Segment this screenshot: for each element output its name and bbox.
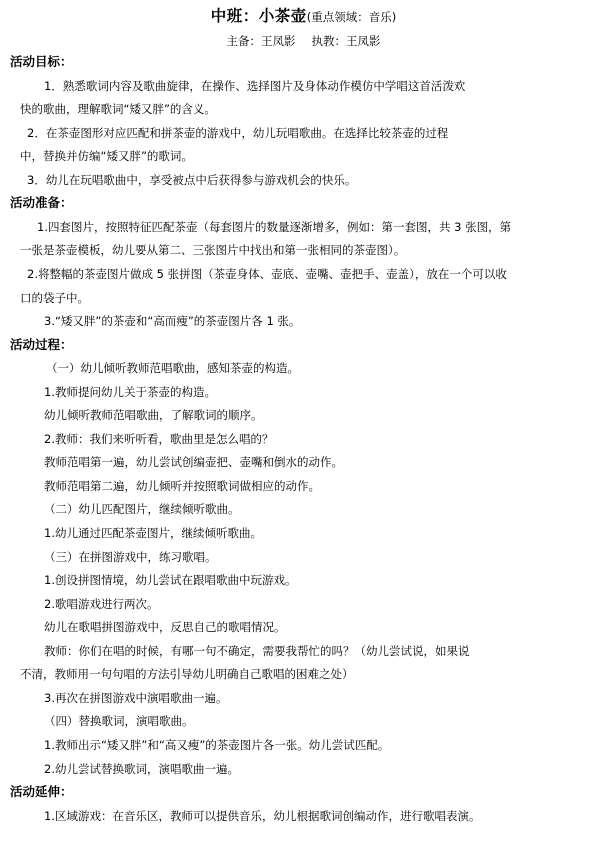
body-line: （四）替换歌词，演唱歌曲。 (44, 714, 194, 729)
lesson-domain: (重点领域：音乐) (306, 10, 397, 24)
body-line: 2.将整幅的茶壶图片做成 5 张拼图（茶壶身体、壶底、壶嘴、壶把手、壶盖），放在一个可以收 (27, 267, 507, 281)
body-line: 教师范唱第一遍，幼儿尝试创编壶把、壶嘴和倒水的动作。 (44, 455, 343, 470)
executing-teacher: 执教：王凤影 (311, 34, 381, 48)
body-line: 3.再次在拼图游戏中演唱歌曲一遍。 (44, 690, 228, 705)
body-line: 2.歌唱游戏进行两次。 (44, 596, 159, 611)
body-line: 教师范唱第二遍，幼儿倾听并按照歌词做相应的动作。 (44, 478, 320, 493)
body-line: 1.创设拼图情境，幼儿尝试在跟唱歌曲中玩游戏。 (44, 573, 297, 588)
body-line: 2.教师：我们来听听看，歌曲里是怎么唱的？ (44, 431, 274, 446)
body-line: 一张是茶壶模板，幼儿要从第二、三张图片中找出和第一张相同的茶壶图）。 (20, 243, 406, 258)
body-line: （一）幼儿倾听教师范唱歌曲，感知茶壶的构造。 (46, 361, 299, 376)
body-line: 3.“矮又胖”的茶壶和“高而瘦”的茶壶图片各 1 张。 (44, 314, 301, 329)
body-line: 1.教师提问幼儿关于茶壶的构造。 (44, 384, 216, 399)
lead-teacher: 主备：王凤影 (226, 34, 296, 48)
body-line: 1．熟悉歌词内容及歌曲旋律，在操作、选择图片及身体动作模仿中学唱这首活泼欢 (44, 78, 466, 93)
body-line: 3．幼儿在玩唱歌曲中，享受被点中后获得参与游戏机会的快乐。 (27, 172, 357, 187)
body-line: 不清，教师用一句句唱的方法引导幼儿明确自己歌唱的困难之处） (20, 667, 354, 682)
body-line: 1.幼儿通过匹配茶壶图片，继续倾听歌曲。 (44, 526, 262, 540)
body-line: （三）在拼图游戏中，练习歌唱。 (44, 549, 217, 564)
section-heading: 活动延伸： (10, 784, 73, 800)
body-line: 快的歌曲，理解歌词“矮又胖”的含义。 (20, 102, 216, 117)
body-line: 幼儿倾听教师范唱歌曲，了解歌词的顺序。 (44, 408, 263, 423)
lesson-title: 中班：小茶壶 (210, 7, 307, 25)
body-line: 中，替换并仿编“矮又胖”的歌词。 (20, 149, 193, 164)
body-line: 教师：你们在唱的时候，有哪一句不确定，需要我帮忙的吗？（幼儿尝试说，如果说 (44, 643, 470, 658)
body-line: 口的袋子中。 (20, 290, 89, 305)
body-line: （二）幼儿匹配图片，继续倾听歌曲。 (44, 502, 240, 517)
section-heading: 活动目标： (10, 54, 73, 69)
body-line: 1.四套图片，按照特征匹配茶壶（每套图片的数量逐渐增多，例如：第一套图，共 3 张图，第 (37, 219, 512, 234)
body-line: 2.幼儿尝试替换歌词，演唱歌曲一遍。 (44, 761, 239, 776)
body-line: 1.区域游戏：在音乐区，教师可以提供音乐，幼儿根据歌词创编动作，进行歌唱表演。 (44, 808, 481, 823)
section-heading: 活动过程： (10, 336, 73, 352)
body-line: 1.教师出示“矮又胖”和“高又瘦”的茶壶图片各一张。幼儿尝试匹配。 (44, 738, 390, 752)
title-row (0, 4, 607, 26)
section-heading: 活动准备： (10, 195, 73, 211)
credit-row (0, 33, 607, 49)
body-line: 2．在茶壶图形对应匹配和拼茶壶的游戏中，幼儿玩唱歌曲。在选择比较茶壶的过程 (27, 125, 449, 140)
body-line: 幼儿在歌唱拼图游戏中，反思自己的歌唱情况。 (44, 620, 286, 635)
